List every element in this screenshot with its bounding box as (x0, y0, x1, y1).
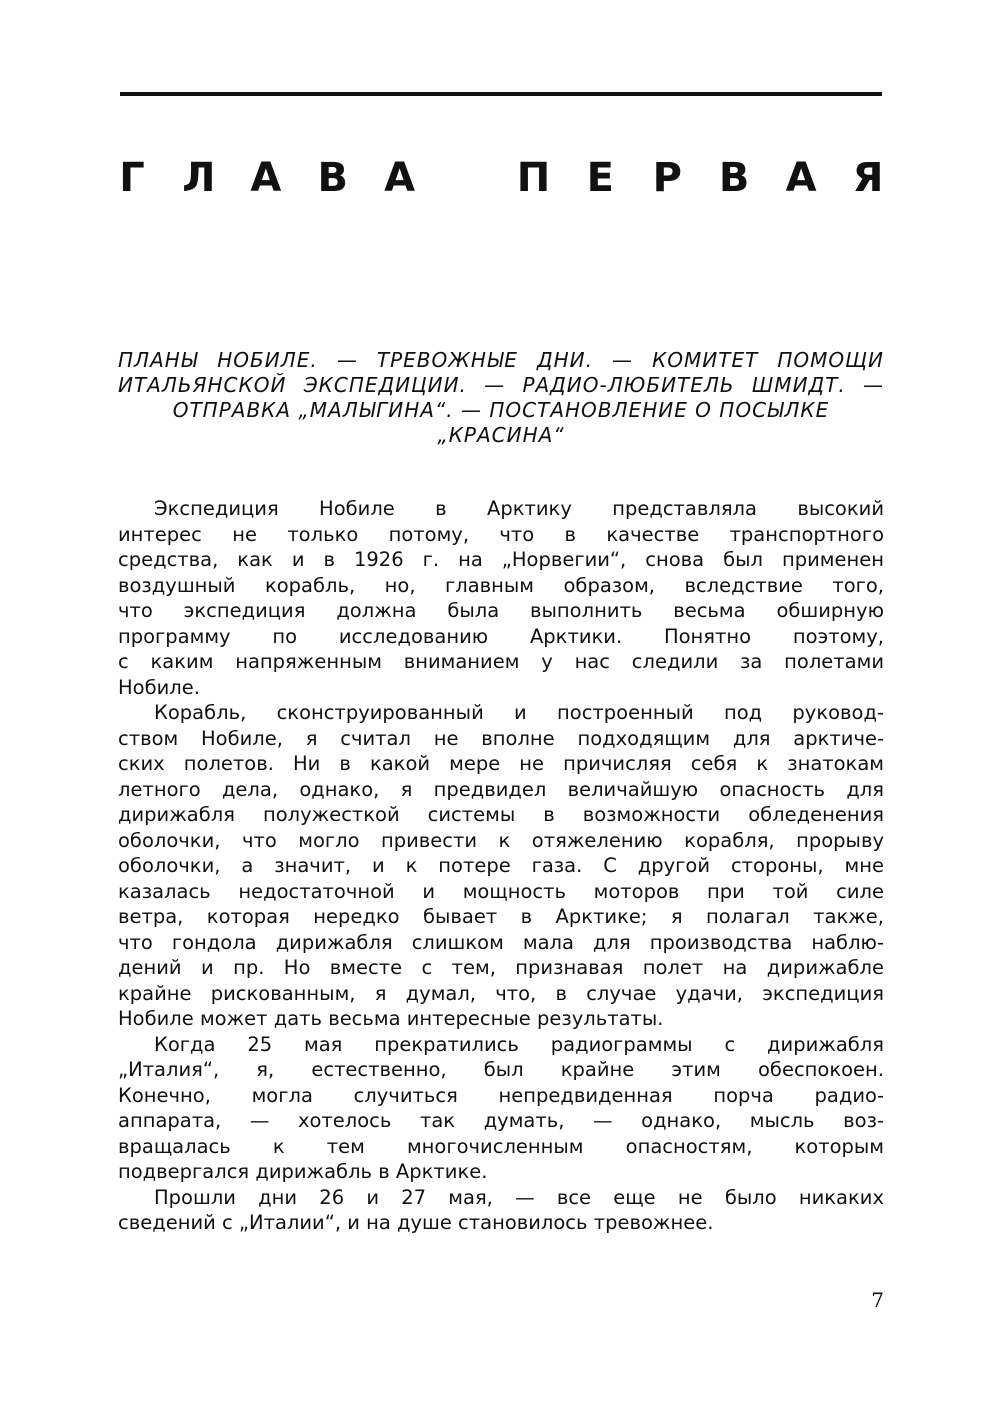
text-line: Когда 25 мая прекратились радиограммы с дирижабля (154, 1032, 884, 1056)
text-line: воздушный корабль, но, главным образом, вследствие того, (118, 573, 884, 597)
chapter-title-letter: Я (852, 155, 884, 201)
chapter-title (112, 152, 888, 204)
summary-line: ОТПРАВКА „МАЛЫГИНА“. — ПОСТАНОВЛЕНИЕ О ПОСЫЛКЕ (172, 398, 830, 422)
text-line: Нобиле может дать весьма интересные результаты. (118, 1007, 664, 1030)
top-rule (120, 92, 882, 96)
chapter-title-letter: А (785, 155, 817, 201)
text-line: дений и пр. Но вместе с тем, признавая полет на дирижабле (118, 956, 884, 979)
paragraph (118, 1185, 884, 1236)
chapter-title-word-gap (447, 152, 487, 204)
text-line: вращалась к тем многочисленным опасностям, которым (118, 1134, 884, 1158)
text-line: что экспедиция должна была выполнить весьма обширную (118, 599, 884, 622)
text-line: Прошли дни 26 и 27 мая, — все еще не было никаких (154, 1185, 884, 1209)
summary-line: ИТАЛЬЯНСКОЙ ЭКСПЕДИЦИИ. — РАДИО-ЛЮБИТЕЛЬ ШМИДТ. — (118, 373, 884, 397)
chapter-title-letter: Е (586, 155, 614, 201)
text-line: Конечно, могла случиться непредвиденная порча радио- (118, 1083, 884, 1107)
text-line: ством Нобиле, я считал не вполне подходящим для арктиче- (118, 726, 884, 750)
paragraph (118, 1032, 884, 1185)
text-line: Экспедиция Нобиле в Арктику представляла высокий (154, 497, 884, 520)
summary-line: ПЛАНЫ НОБИЛЕ. — ТРЕВОЖНЫЕ ДНИ. — КОМИТЕТ ПОМОЩИ (118, 348, 884, 372)
chapter-title-letter: Г (119, 155, 145, 201)
text-line: что гондола дирижабля слишком мала для производства наблю- (118, 930, 884, 954)
body-text (118, 496, 884, 1236)
text-line: подвергался дирижабль в Арктике. (118, 1160, 488, 1183)
text-line: крайне рискованным, я думал, что, в случае удачи, экспедиция (118, 981, 884, 1005)
chapter-title-letter: Р (652, 155, 682, 201)
paragraph (118, 496, 884, 700)
summary-line: „КРАСИНА“ (437, 423, 565, 447)
chapter-title-letter: В (317, 155, 348, 201)
text-line: казалась недостаточной и мощность моторов при той силе (118, 879, 884, 903)
text-line: средства, как и в 1926 г. на „Норвегии“, снова был применен (118, 548, 884, 571)
text-line: с каким напряженным вниманием у нас следили за полетами (118, 650, 884, 673)
text-line: Корабль, сконструированный и построенный под руковод- (154, 701, 884, 724)
text-line: оболочки, что могло привести к отяжелению корабля, прорыву (118, 828, 884, 852)
text-line: Нобиле. (118, 675, 200, 699)
text-line: сведений с „Италии“, и на душе становилось тревожнее. (118, 1211, 714, 1234)
text-line: летного дела, однако, я предвидел величайшую опасность для (118, 777, 884, 801)
chapter-title-letter: Л (182, 155, 216, 201)
text-line: аппарата, — хотелось так думать, — однако, мысль воз- (118, 1109, 884, 1132)
text-line: „Италия“, я, естественно, был крайне этим обеспокоен. (118, 1058, 884, 1081)
text-line: ветра, которая нередко бывает в Арктике; я полагал также, (118, 905, 884, 928)
chapter-title-letter: П (516, 155, 551, 201)
chapter-title-letter: В (718, 155, 750, 201)
text-line: интерес не только потому, что в качестве транспортного (118, 522, 884, 546)
paragraph (118, 700, 884, 1032)
page-number: 7 (871, 1288, 884, 1312)
text-line: ских полетов. Ни в какой мере не причисляя себя к знатокам (118, 752, 884, 775)
text-line: оболочки, а значит, и к потере газа. С другой стороны, мне (118, 854, 884, 877)
text-line: дирижабля полужесткой системы в возможности обледенения (118, 803, 884, 826)
chapter-summary (118, 348, 884, 448)
chapter-title-letter: А (384, 155, 416, 201)
chapter-title-letter: А (250, 155, 282, 201)
text-line: программу по исследованию Арктики. Понятно поэтому, (118, 624, 884, 648)
